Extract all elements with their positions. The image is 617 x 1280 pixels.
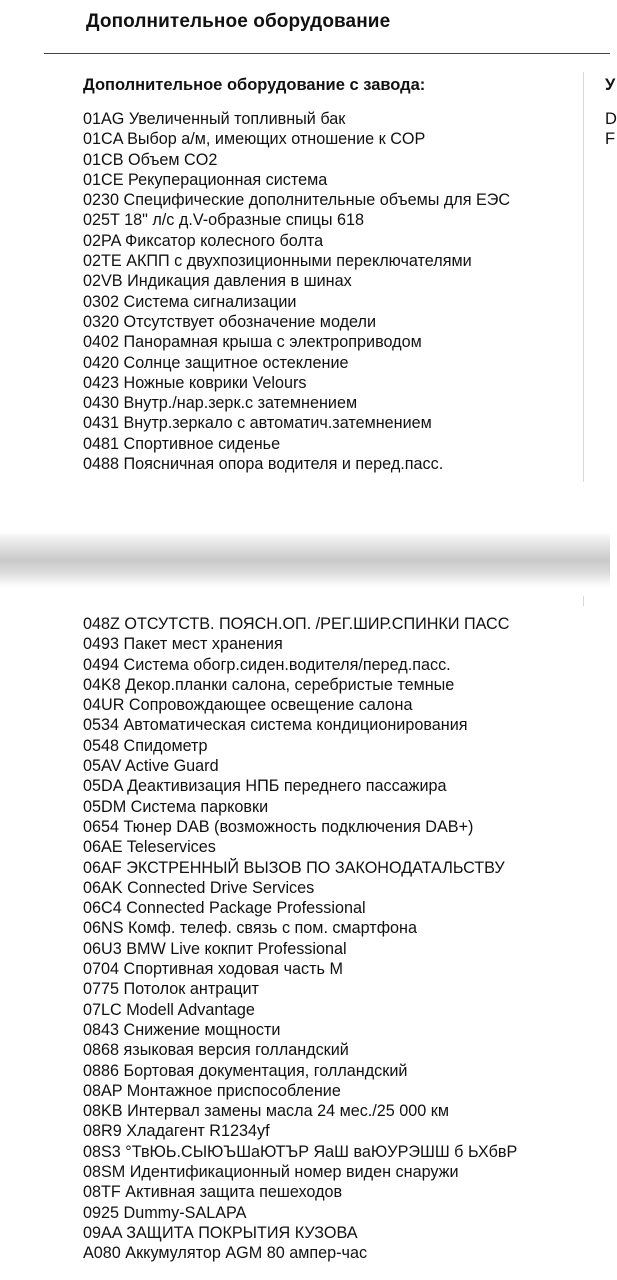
equipment-item: 0320 Отсутствует обозначение модели bbox=[83, 312, 376, 331]
header-divider bbox=[44, 53, 610, 54]
equipment-item: 0654 Тюнер DAB (возможность подключения DAB+) bbox=[83, 817, 474, 836]
equipment-item: 01CB Объем CO2 bbox=[83, 150, 218, 169]
equipment-item: 0493 Пакет мест хранения bbox=[83, 635, 283, 654]
equipment-item: 02TE АКПП с двухпозиционными переключателями bbox=[83, 252, 472, 271]
equipment-item: 0886 Бортовая документация, голландский bbox=[83, 1061, 408, 1080]
equipment-item: 05AV Active Guard bbox=[83, 757, 219, 776]
equipment-item: 08SM Идентификационный номер виден снаружи bbox=[83, 1163, 459, 1182]
equipment-item: 0704 Спортивная ходовая часть M bbox=[83, 960, 343, 979]
page-break-separator bbox=[0, 532, 610, 588]
equipment-item: 01CE Рекуперационная система bbox=[83, 170, 328, 189]
equipment-item: 0423 Ножные коврики Velours bbox=[83, 373, 307, 392]
equipment-item: 06AE Teleservices bbox=[83, 838, 216, 857]
page-title: Дополнительное оборудование bbox=[86, 11, 391, 32]
equipment-item: 05DM Система парковки bbox=[83, 797, 269, 816]
equipment-item: A080 Аккумулятор AGM 80 ампер-час bbox=[83, 1244, 368, 1263]
equipment-item: 08R9 Хладагент R1234yf bbox=[83, 1122, 270, 1141]
equipment-item: 06NS Комф. телеф. связь с пом. смартфона bbox=[83, 919, 417, 938]
equipment-item: 08KB Интервал замены масла 24 мес./25 000 км bbox=[83, 1102, 450, 1121]
column-divider-bottom bbox=[583, 596, 584, 606]
equipment-item: 0230 Специфические дополнительные объемы для ЕЭС bbox=[83, 191, 511, 210]
equipment-item: 0925 Dummy-SALAPA bbox=[83, 1203, 247, 1222]
right-column-line-fragment: D bbox=[605, 110, 617, 128]
right-column-line-fragment: F bbox=[605, 130, 616, 148]
equipment-item: 05DA Деактивизация НПБ переднего пассажира bbox=[83, 777, 447, 796]
section-header: Дополнительное оборудование с завода: bbox=[83, 76, 426, 94]
equipment-item: 01AG Увеличенный топливный бак bbox=[83, 110, 346, 128]
equipment-item: 025T 18" л/с д.V-образные спицы 618 bbox=[83, 211, 365, 230]
equipment-item: 02VB Индикация давления в шинах bbox=[83, 272, 352, 291]
equipment-item: 0548 Спидометр bbox=[83, 736, 208, 755]
equipment-list-part2 bbox=[83, 614, 517, 1264]
equipment-item: 0843 Снижение мощности bbox=[83, 1020, 281, 1039]
equipment-item: 0481 Спортивное сиденье bbox=[83, 434, 281, 453]
equipment-item: 0302 Система сигнализации bbox=[83, 292, 297, 311]
equipment-item: 04UR Сопровождающее освещение салона bbox=[83, 696, 413, 715]
equipment-item: 0420 Солнце защитное остекление bbox=[83, 353, 349, 372]
equipment-item: 08TF Активная защита пешеходов bbox=[83, 1183, 343, 1202]
equipment-item: 07LC Modell Advantage bbox=[83, 1000, 255, 1019]
equipment-item: 09AA ЗАЩИТА ПОКРЫТИЯ КУЗОВА bbox=[83, 1223, 358, 1242]
equipment-item: 06AK Connected Drive Services bbox=[83, 878, 315, 897]
equipment-item: 01CA Выбор а/м, имеющих отношение к COP bbox=[83, 130, 426, 149]
equipment-item: 0534 Автоматическая система кондиционирования bbox=[83, 716, 468, 735]
equipment-item: 06C4 Connected Package Professional bbox=[83, 899, 366, 918]
equipment-item: 0488 Поясничная опора водителя и перед.пасс. bbox=[83, 455, 444, 474]
equipment-item: 048Z ОТСУТСТВ. ПОЯСН.ОП. /РЕГ.ШИР.СПИНКИ ПАСС bbox=[83, 615, 510, 633]
equipment-item: 0402 Панорамная крыша с электроприводом bbox=[83, 333, 422, 352]
equipment-item: 04K8 Декор.планки салона, серебристые темные bbox=[83, 675, 455, 694]
equipment-item: 06AF ЭКСТРЕННЫЙ ВЫЗОВ ПО ЗАКОНОДАТАЛЬСТВУ bbox=[83, 858, 505, 877]
equipment-item: 0775 Потолок антрацит bbox=[83, 980, 259, 999]
equipment-list-part1 bbox=[83, 109, 510, 474]
equipment-item: 02PA Фиксатор колесного болта bbox=[83, 231, 324, 250]
equipment-item: 0494 Система обогр.сиден.водителя/перед.пасс. bbox=[83, 655, 451, 674]
equipment-item: 08AP Монтажное приспособление bbox=[83, 1081, 341, 1100]
right-column-header-fragment: У bbox=[605, 76, 616, 94]
equipment-item: 08S3 °ТвЮЬ.СЫЮЪШаЮТЪР ЯаШ ваЮУРЭШШ б ЬХбвР bbox=[83, 1142, 518, 1161]
equipment-item: 0430 Внутр./нар.зерк.с затемнением bbox=[83, 394, 358, 413]
column-divider-top bbox=[583, 72, 584, 482]
equipment-item: 0431 Внутр.зеркало с автоматич.затемнением bbox=[83, 414, 432, 433]
equipment-item: 06U3 BMW Live кокпит Professional bbox=[83, 939, 347, 958]
equipment-item: 0868 языковая версия голландский bbox=[83, 1041, 349, 1060]
